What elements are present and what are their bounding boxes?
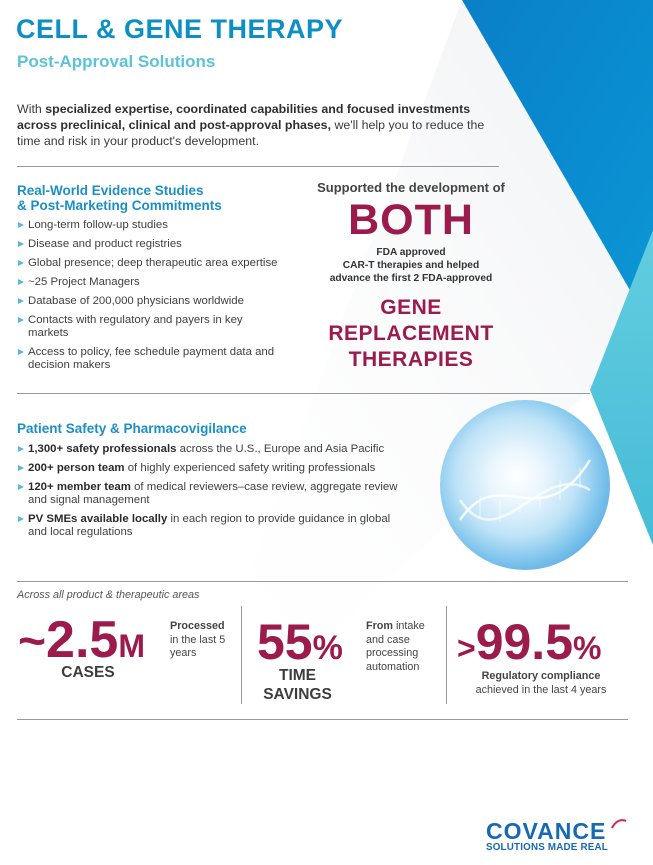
divider-middle	[17, 393, 590, 394]
savings-number: 55%	[257, 614, 343, 670]
compliance-number: >99.5%	[457, 614, 602, 670]
safety-section	[17, 421, 437, 545]
logo-swoosh-icon	[611, 818, 627, 832]
logo-tagline: SOLUTIONS MADE REAL	[486, 842, 608, 853]
safety-title: Patient Safety & Pharmacovigilance	[17, 421, 247, 436]
list-item: 120+ member team of medical reviewers–case review, aggregate review and signal management	[17, 481, 402, 507]
list-item: Disease and product registries	[17, 238, 317, 251]
stats-separator	[446, 606, 447, 704]
callout-lead: Supported the development of	[317, 180, 505, 195]
divider-top	[17, 166, 499, 167]
cases-number: ~2.5M	[18, 611, 145, 669]
callout-big-word: BOTH	[348, 196, 474, 244]
rwe-list	[17, 219, 317, 372]
stats-caption: Across all product & therapeutic areas	[17, 589, 200, 601]
page-title: CELL & GENE THERAPY	[16, 14, 344, 44]
list-item: Database of 200,000 physicians worldwide	[17, 295, 317, 308]
logo-wordmark: COVANCE	[486, 818, 607, 844]
list-item: ~25 Project Managers	[17, 276, 317, 289]
callout-gene-therapies: GENE REPLACEMENT THERAPIES	[328, 296, 494, 371]
list-item: 200+ person team of highly experienced safety writing professionals	[17, 462, 437, 475]
both-callout	[298, 180, 524, 373]
covance-logo	[486, 820, 630, 854]
savings-label: TIME SAVINGS	[263, 667, 332, 703]
dna-helix-icon	[440, 400, 610, 570]
cases-description: Processed in the last 5 years	[170, 620, 226, 659]
savings-description: From intake and case processing automation	[366, 620, 425, 673]
rwe-section	[17, 183, 317, 378]
list-item: Contacts with regulatory and payers in key markets	[17, 314, 277, 340]
divider-stats-bottom	[17, 719, 628, 720]
list-item: Long-term follow-up studies	[17, 219, 317, 232]
list-item: Access to policy, fee schedule payment data and decision makers	[17, 346, 297, 372]
list-item: Global presence; deep therapeutic area expertise	[17, 257, 317, 270]
list-item: 1,300+ safety professionals across the U.S., Europe and Asia Pacific	[17, 443, 437, 456]
stats-separator	[241, 606, 242, 704]
cases-label: CASES	[61, 664, 115, 681]
callout-detail: FDA approved CAR-T therapies and helped advance the first 2 FDA-approved	[329, 247, 493, 284]
intro-paragraph: With specialized expertise, coordinated capabilities and focused investments across preclinical, clinical and post-approval phases, we'll help you to reduce the time and risk in your product's development.	[17, 102, 485, 148]
compliance-description: Regulatory compliance achieved in the last 4 years	[475, 670, 607, 696]
page-subtitle: Post-Approval Solutions	[17, 52, 216, 71]
divider-stats-top	[17, 581, 628, 582]
rwe-title: Real-World Evidence Studies & Post-Marketing Commitments	[17, 183, 222, 213]
dna-globe-image	[440, 400, 610, 570]
safety-list	[17, 443, 437, 539]
list-item: PV SMEs available locally in each region to provide guidance in global and local regulations	[17, 513, 402, 539]
